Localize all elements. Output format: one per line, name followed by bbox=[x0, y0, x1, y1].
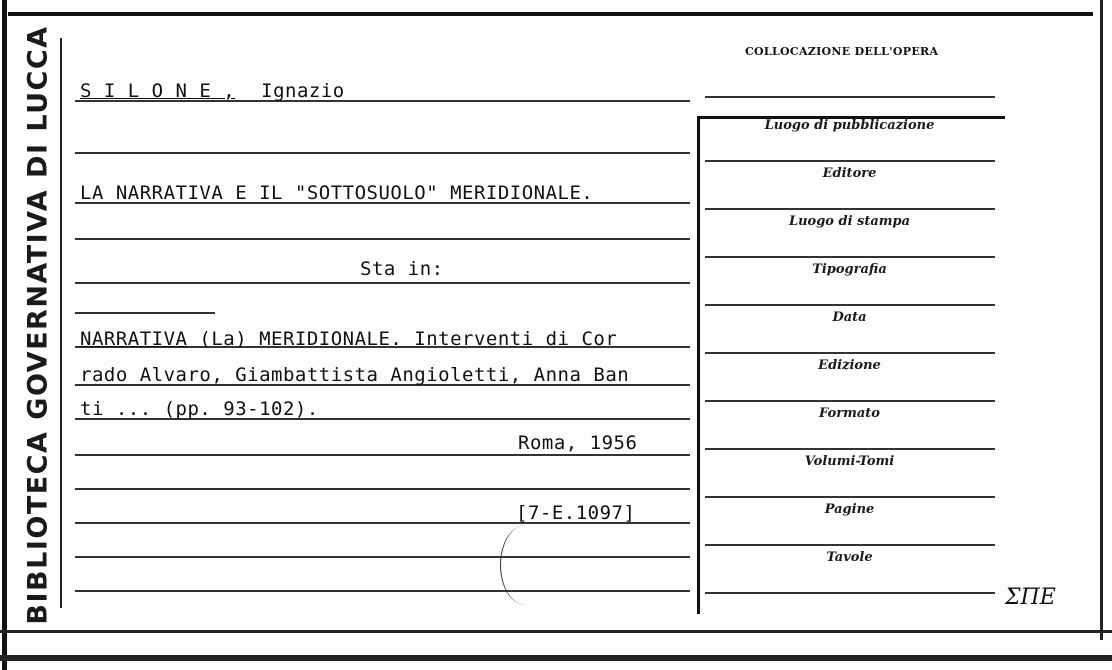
spine-divider bbox=[60, 38, 62, 608]
ruled-line bbox=[705, 400, 995, 402]
field-tavole: Tavole bbox=[826, 550, 873, 565]
ruled-line bbox=[705, 448, 995, 450]
author-line bbox=[80, 80, 345, 102]
ruled-line bbox=[705, 96, 995, 98]
author-name: Ignazio bbox=[261, 80, 345, 102]
ruled-line bbox=[75, 556, 690, 558]
shelfmark: [7-E.1097] bbox=[516, 502, 636, 524]
sta-in: Sta in: bbox=[360, 258, 444, 280]
card-top-border bbox=[8, 12, 1093, 16]
card-right-border bbox=[1100, 0, 1103, 640]
place-year: Roma, 1956 bbox=[518, 432, 638, 454]
margin-number: ΣΠΕ bbox=[1005, 585, 1056, 610]
field-pagine: Pagine bbox=[824, 502, 875, 517]
ruled-line bbox=[75, 488, 690, 490]
ruled-line bbox=[75, 590, 690, 592]
field-data: Data bbox=[832, 310, 867, 325]
ruled-line bbox=[75, 238, 690, 240]
field-edizione: Edizione bbox=[818, 358, 881, 373]
ruled-line bbox=[75, 282, 690, 284]
ruled-line bbox=[705, 256, 995, 258]
source-line-2: rado Alvaro, Giambattista Angioletti, Anna Ban bbox=[80, 364, 630, 386]
source-title-rest: (La) MERIDIONALE. Interventi di Cor bbox=[187, 328, 618, 350]
ruled-line bbox=[705, 496, 995, 498]
library-name: BIBLIOTECA GOVERNATIVA DI LUCCA bbox=[22, 25, 54, 625]
pencil-mark bbox=[500, 525, 551, 605]
card-left-border bbox=[2, 0, 7, 670]
ruled-line bbox=[705, 208, 995, 210]
ruled-line bbox=[75, 454, 690, 456]
author-surname: S I L O N E , bbox=[80, 80, 236, 102]
ruled-line bbox=[705, 352, 995, 354]
field-volumi-tomi: Volumi-Tomi bbox=[804, 454, 895, 469]
source-title-underlined: NARRATIVA bbox=[80, 328, 188, 350]
source-line-1 bbox=[80, 328, 617, 350]
ruled-line bbox=[75, 312, 215, 314]
field-editore: Editore bbox=[822, 166, 877, 181]
ruled-line bbox=[705, 592, 995, 594]
title: LA NARRATIVA E IL "SOTTOSUOLO" MERIDIONALE. bbox=[80, 182, 594, 204]
card-bottom-border bbox=[0, 630, 1112, 633]
field-luogo-stampa: Luogo di stampa bbox=[788, 214, 911, 229]
field-luogo-pubblicazione: Luogo di pubblicazione bbox=[764, 118, 935, 133]
card-bottom-edge bbox=[0, 655, 1112, 661]
ruled-line bbox=[75, 152, 690, 154]
ruled-line bbox=[705, 544, 995, 546]
location-heading: COLLOCAZIONE DELL'OPERA bbox=[745, 45, 939, 58]
field-tipografia: Tipografia bbox=[812, 262, 887, 277]
ruled-line bbox=[705, 304, 995, 306]
field-formato: Formato bbox=[819, 406, 880, 421]
source-line-3: ti ... (pp. 93-102). bbox=[80, 398, 319, 420]
ruled-line bbox=[705, 160, 995, 162]
